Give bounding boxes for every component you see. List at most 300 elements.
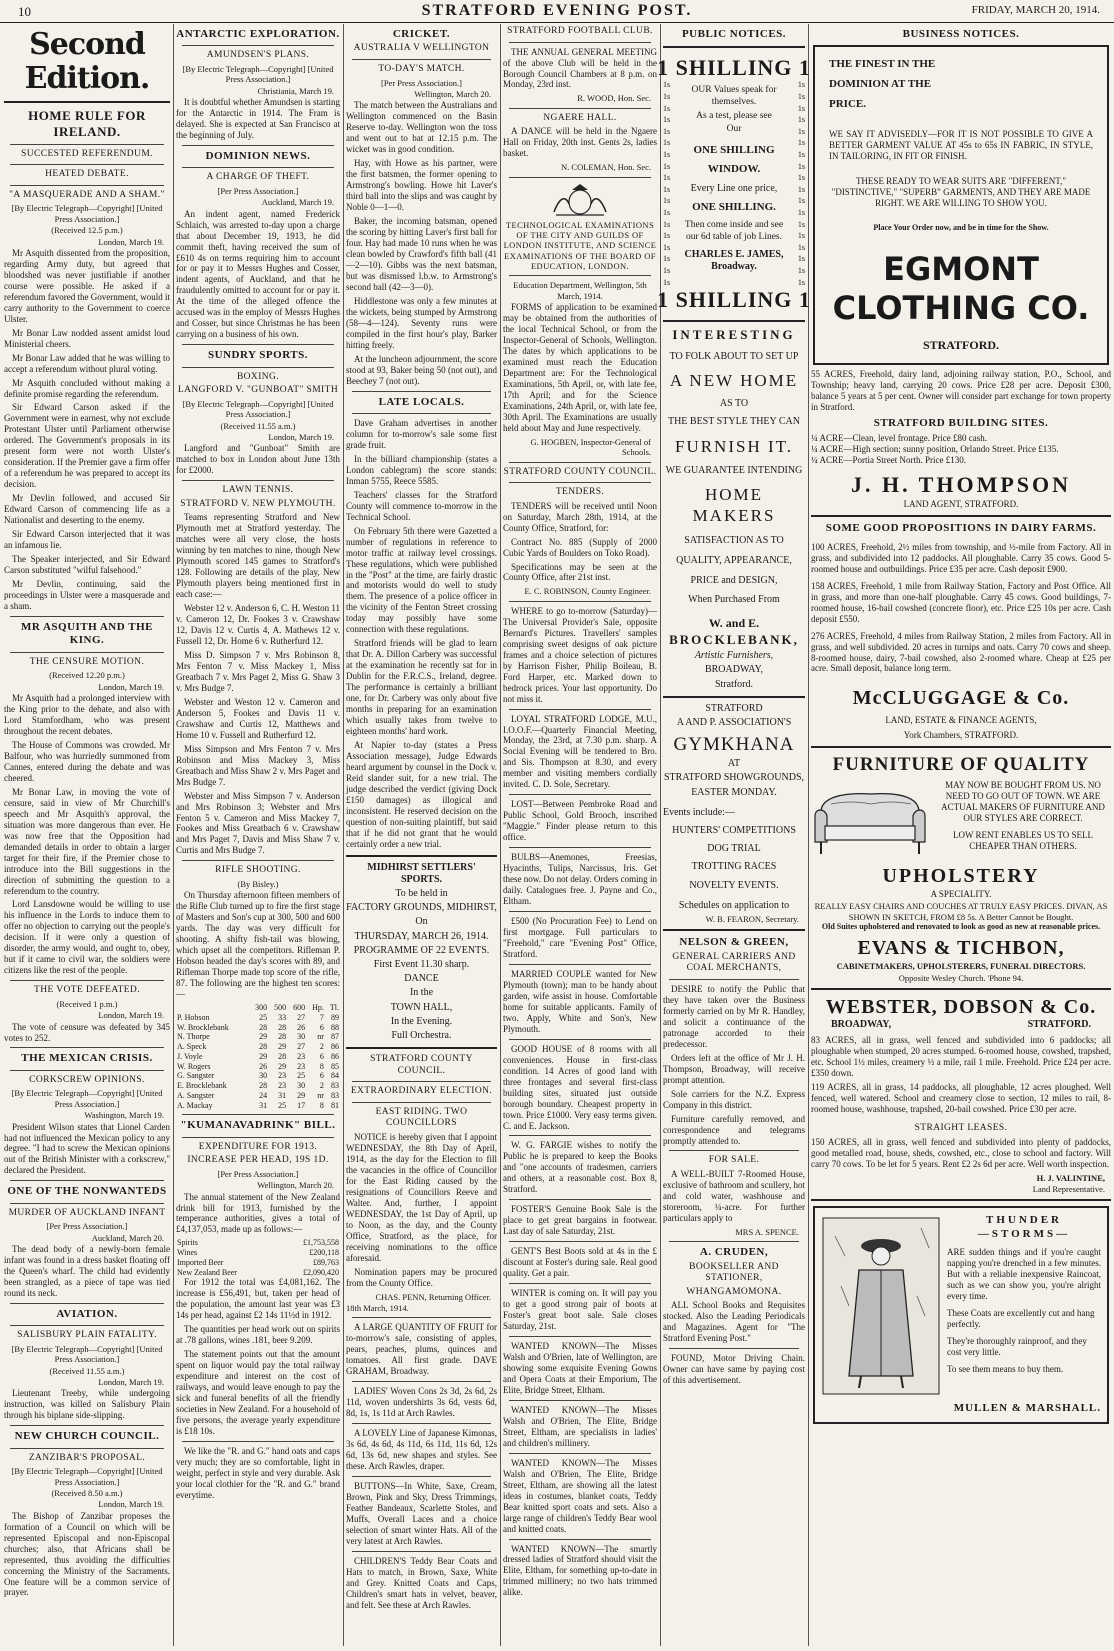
agent-tagline: LAND, ESTATE & FINANCE AGENTS, — [885, 714, 1037, 725]
table-cell: 25 — [297, 1071, 306, 1081]
table-cell: 28 — [259, 1042, 268, 1052]
table-cell: 29 — [297, 1090, 306, 1100]
column-rule — [808, 24, 809, 1646]
table-row — [176, 1062, 340, 1072]
headline-dominion-news: DOMINION NEWS. — [205, 149, 311, 162]
table-cell: 30 — [297, 1081, 306, 1091]
article-paragraph: Hiddlestone was only a few minutes at the wickets, being stumped by Armstrong (58—4—124). Seventy runs were compiled in the first hour's play, Barker hitting freely. — [346, 295, 497, 350]
column-news-2 — [176, 24, 340, 1646]
ad-heading: NGAERE HALL. — [543, 112, 617, 123]
article-paragraph: Mr Bonar Law added that he was willing to accept a referendum without plural voting. — [4, 352, 170, 374]
shilling-border-mark: 1s — [797, 254, 805, 264]
shilling-word: SHILLING — [675, 286, 793, 312]
classified-ad: CHILDREN'S Teddy Bear Coats and Hats to match, in Brown, Saxe, White and Grey. Knitted Coats and Caps, Children's smart hats in velvet, beaver, and felt. See these at Arch Rawles. — [346, 1555, 497, 1610]
shilling-border-mark: 1s — [663, 161, 671, 171]
classified-ad: A LARGE QUANTITY OF FRUIT for to-morrow's sale, consisting of apples, pears, peaches, plums, quinces and tomatoes. All first grade. DAVE GRAHAM, Broadway. — [346, 1322, 497, 1377]
article-paragraph: In the billiard championship (states a London cablegram) the score stands: Inman 5755, Reece 5585. — [346, 453, 497, 486]
headline-antarctic: ANTARCTIC EXPLORATION. — [176, 28, 340, 40]
wire-credit: [Per Press Association.] — [217, 185, 299, 196]
table-cell: 25 — [259, 1012, 268, 1022]
shilling-border-mark: 1s — [797, 149, 805, 159]
ad-heading: FOR SALE. — [708, 1155, 760, 1166]
table-cell: Wines — [177, 1248, 198, 1258]
dateline: Auckland, March 19. — [261, 197, 334, 208]
article-paragraph: The match between the Australians and Wellington commenced on the Basin Reserve to-day. Wellington won the toss and went out to bat at 12.15 p.m. The wicket was in good condition. — [346, 100, 497, 155]
ad-line: Every Line one price, — [690, 182, 778, 194]
ad-line: TO FOLK ABOUT TO SET UP — [669, 351, 799, 363]
table-cell: Imported Beer — [177, 1257, 224, 1267]
column-rule — [343, 24, 344, 1646]
ad-line: ONE SHILLING. — [692, 200, 776, 213]
article-paragraph: Mr Devlin followed, and accused Sir Edward Carson of commencing life as a Nationalist and deserting to the enemy. — [4, 493, 170, 526]
ad-brocklebank — [663, 327, 805, 690]
table-cell: 23 — [297, 1061, 306, 1071]
royal-crest-icon — [550, 182, 610, 218]
headline-church-council: NEW CHURCH COUNCIL. — [14, 1430, 160, 1443]
table-cell: 30 — [259, 1071, 268, 1081]
table-cell: 7 — [319, 1012, 324, 1022]
ad-line: ONE SHILLING — [693, 143, 775, 156]
shilling-border-mark: 1s — [797, 231, 805, 241]
subhead: AMUNDSEN'S PLANS. — [206, 50, 310, 61]
ad-line: HOME MAKERS — [692, 485, 776, 526]
article-paragraph: Teams representing Stratford and New Plymouth met at Stratford yesterday. The matches were all very close, the hosts winning by ten matches to nine, though New Plymouth scored 145 games to Stratford's 128. Following are details of the play, New Plymouth players being mentioned first in each case:— — [176, 512, 340, 600]
table-cell: 28 — [278, 1032, 287, 1042]
site-listing: ¼ ACRE—Clean, level frontage. Price £80 cash. — [811, 432, 987, 443]
article-paragraph: The annual statement of the New Zealand drink bill for 1913, furnished by the temperance authorities, gives a total of £4,137,053, made up as follows:— — [176, 1191, 340, 1235]
table-cell: 8 — [319, 1061, 324, 1071]
classified-ad: W. G. FARGIE wishes to notify the Public he is prepared to keep the Books and "one accounts of tradesmen, carriers and others, at a reasonable cost. Box 8, Stratford. — [503, 1140, 657, 1195]
table-cell: W. Rogers — [177, 1061, 211, 1071]
table-cell: 2 — [319, 1081, 324, 1091]
received-time: (Received 12.20 p.m.) — [49, 670, 125, 681]
egmont-clothing-logo: EGMONT CLOTHING CO. — [832, 250, 1090, 328]
notice-paragraph: DESIRE to notify the Public that they have taken over the Business formerly carried on by Mr R. Handley, and solicit a continuance of the patronage accorded to their predecessor. — [663, 983, 805, 1049]
signature: R. WOOD, Hon. Sec. — [577, 93, 651, 104]
table-cell: 88 — [331, 1022, 339, 1032]
table-cell: 6 — [319, 1022, 324, 1032]
ad-line: DOG TRIAL — [707, 843, 761, 855]
table-row — [176, 1248, 340, 1258]
shilling-border-mark: 1s — [797, 184, 805, 194]
article-paragraph: Miss D. Simpson 7 v. Mrs Robinson 8, Mrs Fenton 7 v. Miss Mackey 1, Miss Greatbach 7 v. Mrs Paget 2, Miss G. Shaw 3 v. Mrs Budge 7. — [176, 649, 340, 693]
table-cell: 8 — [319, 1100, 324, 1110]
wire-credit: [By Electric Telegraph—Copyright] [United Press Association.] — [182, 63, 334, 85]
ad-line: REALLY EASY CHAIRS AND COUCHES AT TRULY EASY PRICES. DIVAN, AS SHOWN IN SKETCH, FROM £8 5s. A Better Cannot be Bought. — [814, 901, 1108, 922]
received-time: (Received 8.50 a.m.) — [51, 1487, 123, 1498]
article-paragraph: Webster and Weston 12 v. Cameron and Anderson 5, Fookes and Davis 11 v. Crawshaw and Curtis 12, Matthews and Home 10 v. Fussell and Rutherfurd 12. — [176, 696, 340, 740]
classified-ad: £500 (No Procuration Fee) to Lend on first mortgage. Full particulars to "Freehold," care "Evening Post" Office, Stratford. — [503, 916, 657, 959]
article-paragraph: The statement points out that the amount spent on liquor would pay the total railway expenditure and interest on the cost of railways, and would leave enough to pay the sick and funeral benefits of all the friendly societies in New Zealand. For a household of five persons, the average yearly expenditure is £18 10s. — [176, 1349, 340, 1437]
dateline: London, March 19. — [98, 1499, 164, 1510]
shilling-border-mark: 1s — [663, 196, 671, 206]
ad-heading: SOME GOOD PROPOSITIONS IN DAIRY FARMS. — [825, 522, 1097, 535]
property-listing: 150 ACRES, all in grass, well fenced and subdivided into plenty of paddocks, good metalled road, house, sheds, cowshed, etc., close to school and factory. Will carry 70 cows. To be let for 5 years. Rent £2 2s 6d per acre. Well worth inspection. — [811, 1136, 1111, 1169]
dateline: London, March 19. — [98, 681, 164, 692]
ad-line: Schedules on application to — [678, 899, 790, 911]
ad-line: To see them means to buy them. — [947, 1363, 1064, 1374]
ad-line: As a test, please see — [696, 110, 772, 121]
classified-ad: LOYAL STRATFORD LODGE, M.U., I.O.O.F.—Quarterly Financial Meeting, Monday, the 23rd, at 7.30 p.m. sharp. A Social Evening will be tendered to Bro. and Sis. Thompson at 8.30, and every member and visiting members cordially invited. C. D. Sole, Secretary. — [503, 713, 657, 790]
subhead: CORKSCREW OPINIONS. — [29, 1074, 145, 1085]
ad-line: QUALITY, APPEARANCE, — [676, 555, 792, 567]
shilling-footer — [657, 286, 811, 314]
ad-line: W. and E. — [708, 615, 760, 630]
article-paragraph: Dave Graham advertises in another column for to-morrow's sale some first grade fruit. — [346, 417, 497, 450]
table-cell: 28 — [278, 1051, 287, 1061]
notice-paragraph: A WELL-BUILT 7-Roomed House, exclusive of bathroom and scullery, hot and cold water, washhouse and storeroom, ¼-acre. For further particulars apply to — [663, 1169, 805, 1223]
received-time: (Received 1 p.m.) — [56, 998, 118, 1009]
upholstery-heading: UPHOLSTERY — [882, 864, 1040, 887]
table-cell: nr — [317, 1032, 324, 1042]
shilling-num: 1 — [798, 286, 811, 312]
shilling-heading — [657, 55, 811, 82]
drink-bill-table — [176, 1238, 340, 1277]
ad-heading: STRATFORD FOOTBALL CLUB. — [507, 26, 653, 36]
dateline: London, March 19. — [268, 431, 334, 442]
notice-paragraph: A DANCE will be held in the Ngaere Hall on Friday, 20th inst. Gents 2s, ladies basket. — [503, 126, 657, 159]
shilling-border-mark: 1s — [797, 103, 805, 113]
table-row — [176, 1268, 340, 1278]
table-header — [176, 1003, 249, 1013]
shilling-border-mark: 1s — [663, 254, 671, 264]
subhead: THE CENSURE MOTION. — [29, 656, 145, 667]
agent-tagline: LAND AGENT, STRATFORD. — [903, 499, 1019, 510]
ad-heading: TECHNOLOGICAL EXAMINATIONS OF THE CITY AND GUILDS OF LONDON INSTITUTE, AND SCIENCE EXAMINATIONS OF THE BOARD OF EDUCATION, LONDON. — [503, 219, 657, 272]
table-row — [176, 1071, 340, 1081]
ad-egmont-clothing — [813, 45, 1109, 365]
property-listing: 83 ACRES, all in grass, well fenced and subdivided into 6 paddocks; all ploughable when stumped, 20 acres stumped. 6-roomed house, cowshed, trapshed, etc. School 1½ miles, creamery ½ a mile, rail 1 mile. Freehold. Price £24 per acre. £350 down. — [811, 1035, 1111, 1079]
classified-ad: BULBS—Anemones, Freesias, Hyacinths, Tulips, Narcissus, Iris. Get these now. Do not delay. Orders coming in daily. Catalogues free. J. Payne and Co., Eltham. — [503, 852, 657, 907]
subhead: RIFLE SHOOTING. — [215, 865, 301, 876]
ad-line: Place Your Order now, and be in time for the Show. — [873, 222, 1049, 232]
ad-line: GYMKHANA — [673, 734, 795, 756]
ad-heading: TENDERS. — [555, 487, 605, 498]
ad-line: A AND P. ASSOCIATION'S — [676, 716, 792, 728]
section-heading: BUSINESS NOTICES. — [902, 28, 1020, 40]
subhead: ZANZIBAR'S PROPOSAL. — [28, 1452, 146, 1463]
section-heading: PUBLIC NOTICES. — [681, 28, 787, 40]
shilling-border-mark: 1s — [663, 219, 671, 229]
property-listing: 158 ACRES, Freehold, 1 mile from Railway Station, Factory and Post Office. All in grass, and more than one-half ploughable. Carry 45 cows. Good buildings, 7-roomed house, 16-bail cowshed (concrete floor), etc. Price £25 10s per acre. Cash deposit £550. — [811, 580, 1111, 624]
table-header: 300 — [255, 1003, 268, 1013]
table-cell: 28 — [278, 1022, 287, 1032]
ad-line: PROGRAMME OF 22 EVENTS. — [353, 944, 490, 956]
ad-line: ARE sudden things and if you're caught napping you're drenched in a few minutes. But with a reliable inexpensive Raincoat, such as we can show you, you're alright every time. — [947, 1247, 1101, 1302]
table-cell: 6 — [319, 1051, 324, 1061]
table-cell: 89 — [331, 1012, 339, 1022]
dateline: Auckland, March 20. — [91, 1232, 164, 1243]
notice-paragraph: ALL School Books and Requisites stocked. Also the Leading Periodicals and Magazines. Agent for "The Stratford Evening Post." — [663, 1300, 805, 1344]
table-cell: 83 — [331, 1090, 339, 1100]
table-cell: £200,118 — [309, 1248, 339, 1258]
table-header: 600 — [293, 1003, 306, 1013]
classified-ad: WANTED KNOWN—The Misses Walsh and O'Brien, The Elite, Bridge Street, Eltham, are showing all the latest ideas in costumes, blanket coats, Teddy Bear knitted sport coats and sets. Also a large range of children's Teddy Bear wool and knitted coats. — [503, 1457, 657, 1534]
ad-line: Stratford. — [714, 678, 754, 690]
received-time: (Received 12.5 p.m.) — [51, 225, 123, 236]
table-row — [176, 1013, 340, 1023]
ad-line: STRATFORD SHOWGROUNDS, — [663, 772, 805, 784]
table-cell: 28 — [259, 1022, 268, 1032]
article-paragraph: Mr Bonar Law nodded assent amidst loud Ministerial cheers. — [4, 327, 170, 349]
notice-date: Education Department, Wellington, 5th March, 1914. — [513, 280, 647, 301]
shilling-border-mark: 1s — [797, 161, 805, 171]
ad-line: In the Evening. — [390, 1015, 453, 1027]
ad-line: THE FINEST IN THE DOMINION AT THE PRICE. — [829, 58, 936, 110]
table-cell: 23 — [278, 1081, 287, 1091]
article-paragraph: Lord Lansdowne would be willing to use his influence in the Lords to induce them to offer no objection to carrying out the people's decision. If it were only a question of disorder, the army would, and ought to, obey, but if it came to civil war, the soldiers were citizens like the rest of the people. — [4, 899, 170, 976]
shilling-border-mark: 1s — [797, 115, 805, 125]
ad-heading: WHANGAMOMONA. — [686, 1286, 782, 1297]
signature: Land Representative. — [1032, 1184, 1105, 1195]
classified-ad: WANTED KNOWN—The Misses Walsh and O'Brien, The Elite, Bridge Street, Eltham, are specialists in ladies' and children's millinery. — [503, 1404, 657, 1448]
table-cell: 85 — [331, 1061, 339, 1071]
ad-line: Opposite Wesley Church. 'Phone 94. — [898, 972, 1024, 983]
table-cell: 25 — [278, 1100, 287, 1110]
ad-line: THE BEST STYLE THEY CAN — [667, 416, 801, 428]
table-cell: 17 — [297, 1100, 306, 1110]
shilling-border-mark: 1s — [663, 231, 671, 241]
article-paragraph: Lieutenant Treeby, while undergoing instruction, was killed on Salisbury Plain through his biplane side-slipping. — [4, 1388, 170, 1421]
ad-line: WE GUARANTEE INTENDING — [665, 465, 803, 477]
shilling-border-mark: 1s — [663, 242, 671, 252]
advert-paragraph: We like the "R. and G." hand oats and caps very much; they are so comfortable, light in weight, perfect in style and very durable. Ask your local clothier for the "R. and G." brand everytime. — [176, 1445, 340, 1500]
article-paragraph: It is doubtful whether Amundsen is starting for the Antarctic in 1914. The Fram is delayed. She is expected at San Francisco at the beginning of July. — [176, 97, 340, 140]
table-cell: A. Sangster — [177, 1090, 215, 1100]
table-cell: 29 — [259, 1032, 268, 1042]
ad-line: LOW RENT ENABLES US TO SELL CHEAPER THAN OTHERS. — [952, 829, 1094, 851]
ad-line: —STORMS— — [977, 1227, 1071, 1240]
table-header: Tl. — [329, 1003, 339, 1013]
notice-paragraph: TENDERS will be received until Noon on Saturday, March 28th, 1914, at the County Office, Stratford, for: — [503, 500, 657, 533]
article-paragraph: The dead body of a newly-born female infant was found in a dress basket floating off the Queen's wharf. The child had evidently been strangled, as a piece of tape was tied round its neck. — [4, 1244, 170, 1298]
classified-ad: A LOVELY Line of Japanese Kimonas, 3s 6d, 4s 6d, 4s 11d, 6s 11d, 11s 6d, 12s 6d, 13s 6d, new shapes and styles. See these. Arch Rawles, draper. — [346, 1428, 497, 1471]
table-cell: 86 — [331, 1042, 339, 1052]
shilling-border-mark: 1s — [663, 138, 671, 148]
classified-ad: BUTTONS—In White, Saxe, Cream, Brown, Pink and Sky, Dress Trimmings, Feather Bandeaux, Scarlette Stoles, and Muffs, Overall Laces and a choice selection of smart winter Hats. All of the very latest at Arch Rawles. — [346, 1480, 497, 1546]
ad-line: DANCE — [404, 973, 439, 985]
table-cell: 2 — [319, 1042, 324, 1052]
table-row — [176, 1023, 340, 1033]
table-cell: £2,090,420 — [303, 1267, 339, 1277]
ad-line: Old Suites upholstered and renovated to look as good as new at reasonable prices. — [821, 922, 1101, 932]
shilling-border-mark: 1s — [797, 126, 805, 136]
shilling-border-mark: 1s — [797, 173, 805, 183]
article-paragraph: The Speaker interjected, and Sir Edward Carson substituted "wilful falsehood." — [4, 554, 170, 576]
table-header-row — [176, 1003, 340, 1013]
property-listing: 276 ACRES, Freehold, 4 miles from Railway Station, 2 miles from Factory. All in grass, and well subdivided. 20 acres in turnips and oats. Carry 70 cows and sheep. 8-roomed house, dairy, 7-bail cowshed, also 2-roomed whare. Cheap at £25 per acre. Small deposit, balance long term. — [811, 630, 1111, 674]
ad-line: PRICE and DESIGN, — [690, 575, 778, 587]
subhead: LANGFORD V. "GUNBOAT" SMITH — [177, 385, 339, 396]
shilling-left-border — [663, 79, 675, 288]
ad-mullen-marshall — [813, 1206, 1109, 1423]
ad-line: CABINETMAKERS, UPHOLSTERERS, FUNERAL DIRECTORS. — [836, 961, 1086, 972]
wire-credit: [Per Press Association.] — [381, 77, 462, 88]
ad-line: Full Orchestra. — [391, 1029, 452, 1041]
subhead: AUSTRALIA V WELLINGTON — [353, 43, 490, 54]
shilling-border-mark: 1s — [797, 207, 805, 217]
classified-ad: WHERE to go to-morrow (Saturday)—The Universal Provider's Sale, opposite Bernard's Pictures. Travellers' samples comprising sweet designs of oak picture frames and a choice selection of pictures by Harrison Fisher, Philip Boileau, B. Ford Harper, etc. Marked down to bedrock prices. Your last opportunity. Do not miss it. — [503, 605, 657, 704]
mccluggage-logo: McCLUGGAGE & Co. — [852, 687, 1070, 710]
signature: G. HOGBEN, Inspector-General of Schools. — [530, 436, 651, 458]
headline-home-rule: HOME RULE FOR IRELAND. — [28, 108, 146, 139]
received-time: (Received 11.55 a.m.) — [49, 1365, 125, 1376]
subhead: "A MASQUERADE AND A SHAM." — [9, 189, 165, 200]
table-cell: 23 — [278, 1071, 287, 1081]
shilling-border-mark: 1s — [663, 184, 671, 194]
signature: N. COLEMAN, Hon. Sec. — [561, 162, 651, 173]
ad-line: SATISFACTION AS TO — [684, 534, 784, 546]
webster-dobson-logo: WEBSTER, DOBSON & Co. — [825, 995, 1097, 1018]
shilling-border-mark: 1s — [797, 92, 805, 101]
column-rule — [500, 24, 501, 1646]
ad-furniture — [811, 780, 1111, 983]
raincoat-man-icon — [821, 1216, 941, 1396]
newspaper-title: STRATFORD EVENING POST. — [421, 2, 693, 19]
table-cell: 31 — [278, 1090, 287, 1100]
ad-heading: STRATFORD COUNTY COUNCIL. — [370, 1054, 473, 1076]
article-paragraph: Stratford friends will be glad to learn that Dr. A. Dillon Carbery was successful at the examination he recently sat for in Dublin for the F.R.C.S., Ireland, degree. The performance is certainly a brilliant one, for Dr. Carbery was only about five months in preparing for an examination which usually takes from twelve to eighteen months' hard work. — [346, 638, 497, 737]
notice-paragraph: Orders left at the office of Mr J. H. Thompson, Broadway, will receive prompt attention. — [663, 1052, 805, 1085]
table-cell: 84 — [331, 1071, 339, 1081]
agent-address: York Chambers, STRATFORD. — [903, 729, 1019, 740]
classified-ad: LOST—Between Pembroke Road and Public School, Gold Brooch, inscribed "Maggie." Finder please return to this office. — [503, 799, 657, 843]
table-header: 500 — [274, 1003, 287, 1013]
headline-mexican-crisis: THE MEXICAN CRISIS. — [21, 1052, 153, 1065]
notice-paragraph: Sole carriers for the N.Z. Express Company in this district. — [663, 1088, 805, 1110]
table-cell: 86 — [331, 1051, 339, 1061]
ad-line: INTERESTING — [672, 327, 796, 343]
article-paragraph: Mr Asquith dissented from the proposition, regarding Army duty, but agreed that bloodshed was never justifiable if another course were possible. He asked if a referendum favored the Government, would it carry authority to the Government to coerce Ulster. — [4, 247, 170, 324]
wire-credit: [Per Press Association.] — [217, 1168, 299, 1179]
table-cell: 28 — [259, 1081, 268, 1091]
article-paragraph: An indent agent, named Frederick Schlaich, was arrested to-day upon a charge that about December 19, 1913, he did commit theft, having received the sum of £610 4s on terms requiring him to account for or pay it to Messrs Hughes and Cosser, indent agents, of Auckland, and that he fraudulently omitted to account for or pay it. At the time of the alleged offence the accused was in the employ of Messrs Hughes and Cosser, but since Christmas he has been carrying on a business of his own. — [176, 208, 340, 340]
article-paragraph: Sir Edward Carson interjected that it was an infamous lie. — [4, 529, 170, 551]
property-listing: 55 ACRES, Freehold, dairy land, adjoining railway station, P.O., School, and Township; heavy land, carrying 20 cows. Price £28 per acre. Deposit £300, balance 5 years at 5 per cent. Owner will consider part exchange for town property in Stratford. — [811, 369, 1111, 413]
classified-ad: GOOD HOUSE of 8 rooms with all conveniences. House in first-class condition. 14 Acres of good land with three frontages and several first-class building sites, situated just outside borough boundary. Cheapest property in town. Price £1000. Very easy terms given. C. and E. Jackson. — [503, 1043, 657, 1131]
ad-line: TROTTING RACES — [691, 861, 777, 873]
wire-credit: [By Electric Telegraph—Copyright] [United Press Association.] — [11, 1343, 163, 1365]
table-row — [176, 1052, 340, 1062]
article-paragraph: The House of Commons was crowded. Mr Balfour, who was hurriedly summoned from Cannes, entered during the debate and was cheered. — [4, 739, 170, 783]
table-cell: nr — [317, 1090, 324, 1100]
notice-date: 18th March, 1914. — [346, 1302, 409, 1313]
article-paragraph: The Bishop of Zanzibar proposes the formation of a Council on which will be represented Episcopal and non-Episcopal churches; also, that Africans shall be represented, thus avoiding the difficulties concerning the Ministry of the Sacraments. One feature will be a common service of prayer. — [4, 1510, 170, 1598]
dateline: Wellington, March 20. — [414, 88, 491, 99]
shilling-border-mark: 1s — [663, 207, 671, 217]
table-row — [176, 1238, 340, 1248]
shilling-word: SHILLING — [675, 55, 793, 81]
subhead: HEATED DEBATE. — [45, 169, 129, 180]
article-paragraph: Miss Simpson and Mrs Fenton 7 v. Mrs Robinson and Miss Mackey 3, Miss Greatbach and Miss Shaw 2 v. Mrs Paget and Mrs Budge 7. — [176, 743, 340, 787]
ad-heading: EXTRAORDINARY ELECTION. — [350, 1086, 493, 1097]
ad-line: Artistic Furnishers, — [694, 650, 774, 662]
ad-line: BROADWAY, — [831, 1019, 892, 1031]
wire-credit: [By Electric Telegraph—Copyright] [United Press Association.] — [11, 1466, 163, 1487]
headline-cricket: CRICKET. — [392, 28, 451, 40]
headline-nonwanteds: ONE OF THE NONWANTEDS — [7, 1185, 167, 1198]
table-cell: £89,763 — [313, 1257, 339, 1267]
site-listing: ¼ ACRE—Portia Street North. Price £130. — [811, 454, 966, 465]
second-edition-banner: Second Edition. — [24, 27, 150, 96]
table-cell: 83 — [331, 1081, 339, 1091]
article-paragraph: Mr Devlin, continuing, said the proceedings in Ulster were a masquerade and a sham. — [4, 579, 170, 611]
table-cell: 24 — [259, 1090, 268, 1100]
shilling-num: 1 — [657, 286, 670, 312]
table-cell: 29 — [259, 1051, 268, 1061]
shilling-border-mark: 1s — [797, 196, 805, 206]
table-cell: 30 — [297, 1032, 306, 1042]
shilling-border-mark: 1s — [797, 138, 805, 148]
notice-paragraph: Nomination papers may be procured from the County Office. — [346, 1266, 497, 1288]
ad-line: A NEW HOME — [669, 371, 799, 391]
ad-line: First Event 11.30 sharp. — [373, 959, 470, 971]
shilling-num: 1 — [657, 55, 670, 81]
table-row — [176, 1042, 340, 1052]
ad-line: Our — [726, 124, 742, 135]
article-paragraph: At Napier to-day (states a Press Association message), Judge Edwards heard argument by counsel in the Dock v. Reid slander suit, for a new trial. The judge described the verdict (giving Dock £150 damages) as illogical and inconsistent. He reserved decision on the question of non-suiting plaintiff, but said that if he did not grant that he would certainly order a new trial. — [346, 740, 497, 849]
headline-sundry-sports: SUNDRY SPORTS. — [208, 349, 308, 362]
table-cell: 23 — [297, 1051, 306, 1061]
byline: (By Bisley.) — [237, 878, 279, 889]
ad-line: To be held in — [395, 888, 448, 900]
property-listing: 119 ACRES, all in grass, 14 paddocks, all ploughable, 12 acres ploughed. Well fenced, well watered. School and creamery close to section, 12 miles to rail, 8-roomed house, washhouse, trapshed, 20-bail cowshed. Price £30 per acre. — [811, 1082, 1111, 1115]
table-row — [176, 1101, 340, 1111]
webster-location — [811, 1019, 1111, 1031]
table-cell: 33 — [278, 1012, 287, 1022]
table-cell: 81 — [331, 1100, 339, 1110]
article-paragraph: On February 5th there were Gazetted a number of regulations in reference to motor traffic at railway level crossings. These regulations, which were published in the "Post" at the time, are fairly drastic and motorists would do well to study them. The presence of a police officer in the vicinity of the Fenton Street crossing today may possibly have some connection with these regulations. — [346, 525, 497, 635]
subhead: EXPENDITURE FOR 1913. — [198, 1141, 318, 1152]
classified-ad: FOUND, Motor Driving Chain. Owner can have same by paying cost of this advertisement. — [663, 1353, 805, 1386]
column-rule — [173, 24, 174, 1646]
shilling-border-mark: 1s — [797, 265, 805, 275]
ad-line: THURSDAY, MARCH 26, 1914. — [354, 930, 489, 942]
mullen-marshall-logo: MULLEN & MARSHALL. — [953, 1402, 1101, 1415]
classified-ad: WANTED KNOWN—The smartly dressed ladies of Stratford should visit the Elite, Eltham, for something up-to-date in trimmed millinery; no two hats trimmed alike. — [503, 1543, 657, 1598]
received-time: (Received 11.55 a.m.) — [220, 420, 296, 431]
table-cell: 27 — [297, 1012, 306, 1022]
shilling-border-mark: 1s — [663, 149, 671, 159]
table-cell: Spirits — [177, 1238, 198, 1248]
ad-line: A SPECIALITY. — [930, 889, 992, 900]
ad-line: AT — [727, 758, 741, 770]
article-paragraph: Mr Asquith concluded without making a definite promise regarding the referendum. — [4, 377, 170, 399]
issue-date: FRIDAY, MARCH 20, 1914. — [971, 4, 1100, 16]
column-business-notices — [811, 24, 1111, 1646]
dateline: London, March 19. — [98, 236, 164, 247]
shilling-border-mark: 1s — [663, 92, 671, 101]
column-news-1 — [4, 24, 170, 1646]
ad-heading: EAST RIDING. TWO COUNCILLORS — [375, 1106, 468, 1129]
ad-gymkhana — [663, 703, 805, 925]
signature: CHAS. PENN, Returning Officer. — [375, 1291, 491, 1302]
table-cell: 26 — [259, 1061, 268, 1071]
table-cell: 87 — [331, 1032, 339, 1042]
ad-line: STRATFORD. — [1027, 1019, 1091, 1031]
score-rows — [176, 1013, 340, 1111]
subhead: THE VOTE DEFEATED. — [34, 985, 140, 996]
shilling-border-mark: 1s — [797, 80, 805, 90]
wire-credit: [By Electric Telegraph—Copyright] [United Press Association.] — [11, 1088, 163, 1109]
article-paragraph: Sir Edward Carson asked if the Government were in earnest, why not exclude Protestant Ulster until Parliament otherwise ordered. The Government's proposals in its present form were not worth Ulster's consideration. If the Premier gave a firm offer of a referendum he was prepared to accept its decision. — [4, 402, 170, 490]
classified-ad: WANTED KNOWN—The Misses Walsh and O'Brien, late of Wellington, are showing some exquisite Evening Gowns and Opera Coats at their Emporium, The Elite, Bridge Street, Eltham. — [503, 1341, 657, 1395]
article-paragraph: Langford and "Gunboat" Smith are matched to box in London about June 13th for £2000. — [176, 443, 340, 476]
ad-line: These Coats are excellently cut and hang perfectly. — [947, 1308, 1095, 1330]
signature: H. J. VALINTINE, — [1036, 1172, 1105, 1183]
ad-line: They're thoroughly rainproof, and they cost very little. — [947, 1336, 1087, 1358]
ad-one-shilling — [657, 53, 811, 315]
